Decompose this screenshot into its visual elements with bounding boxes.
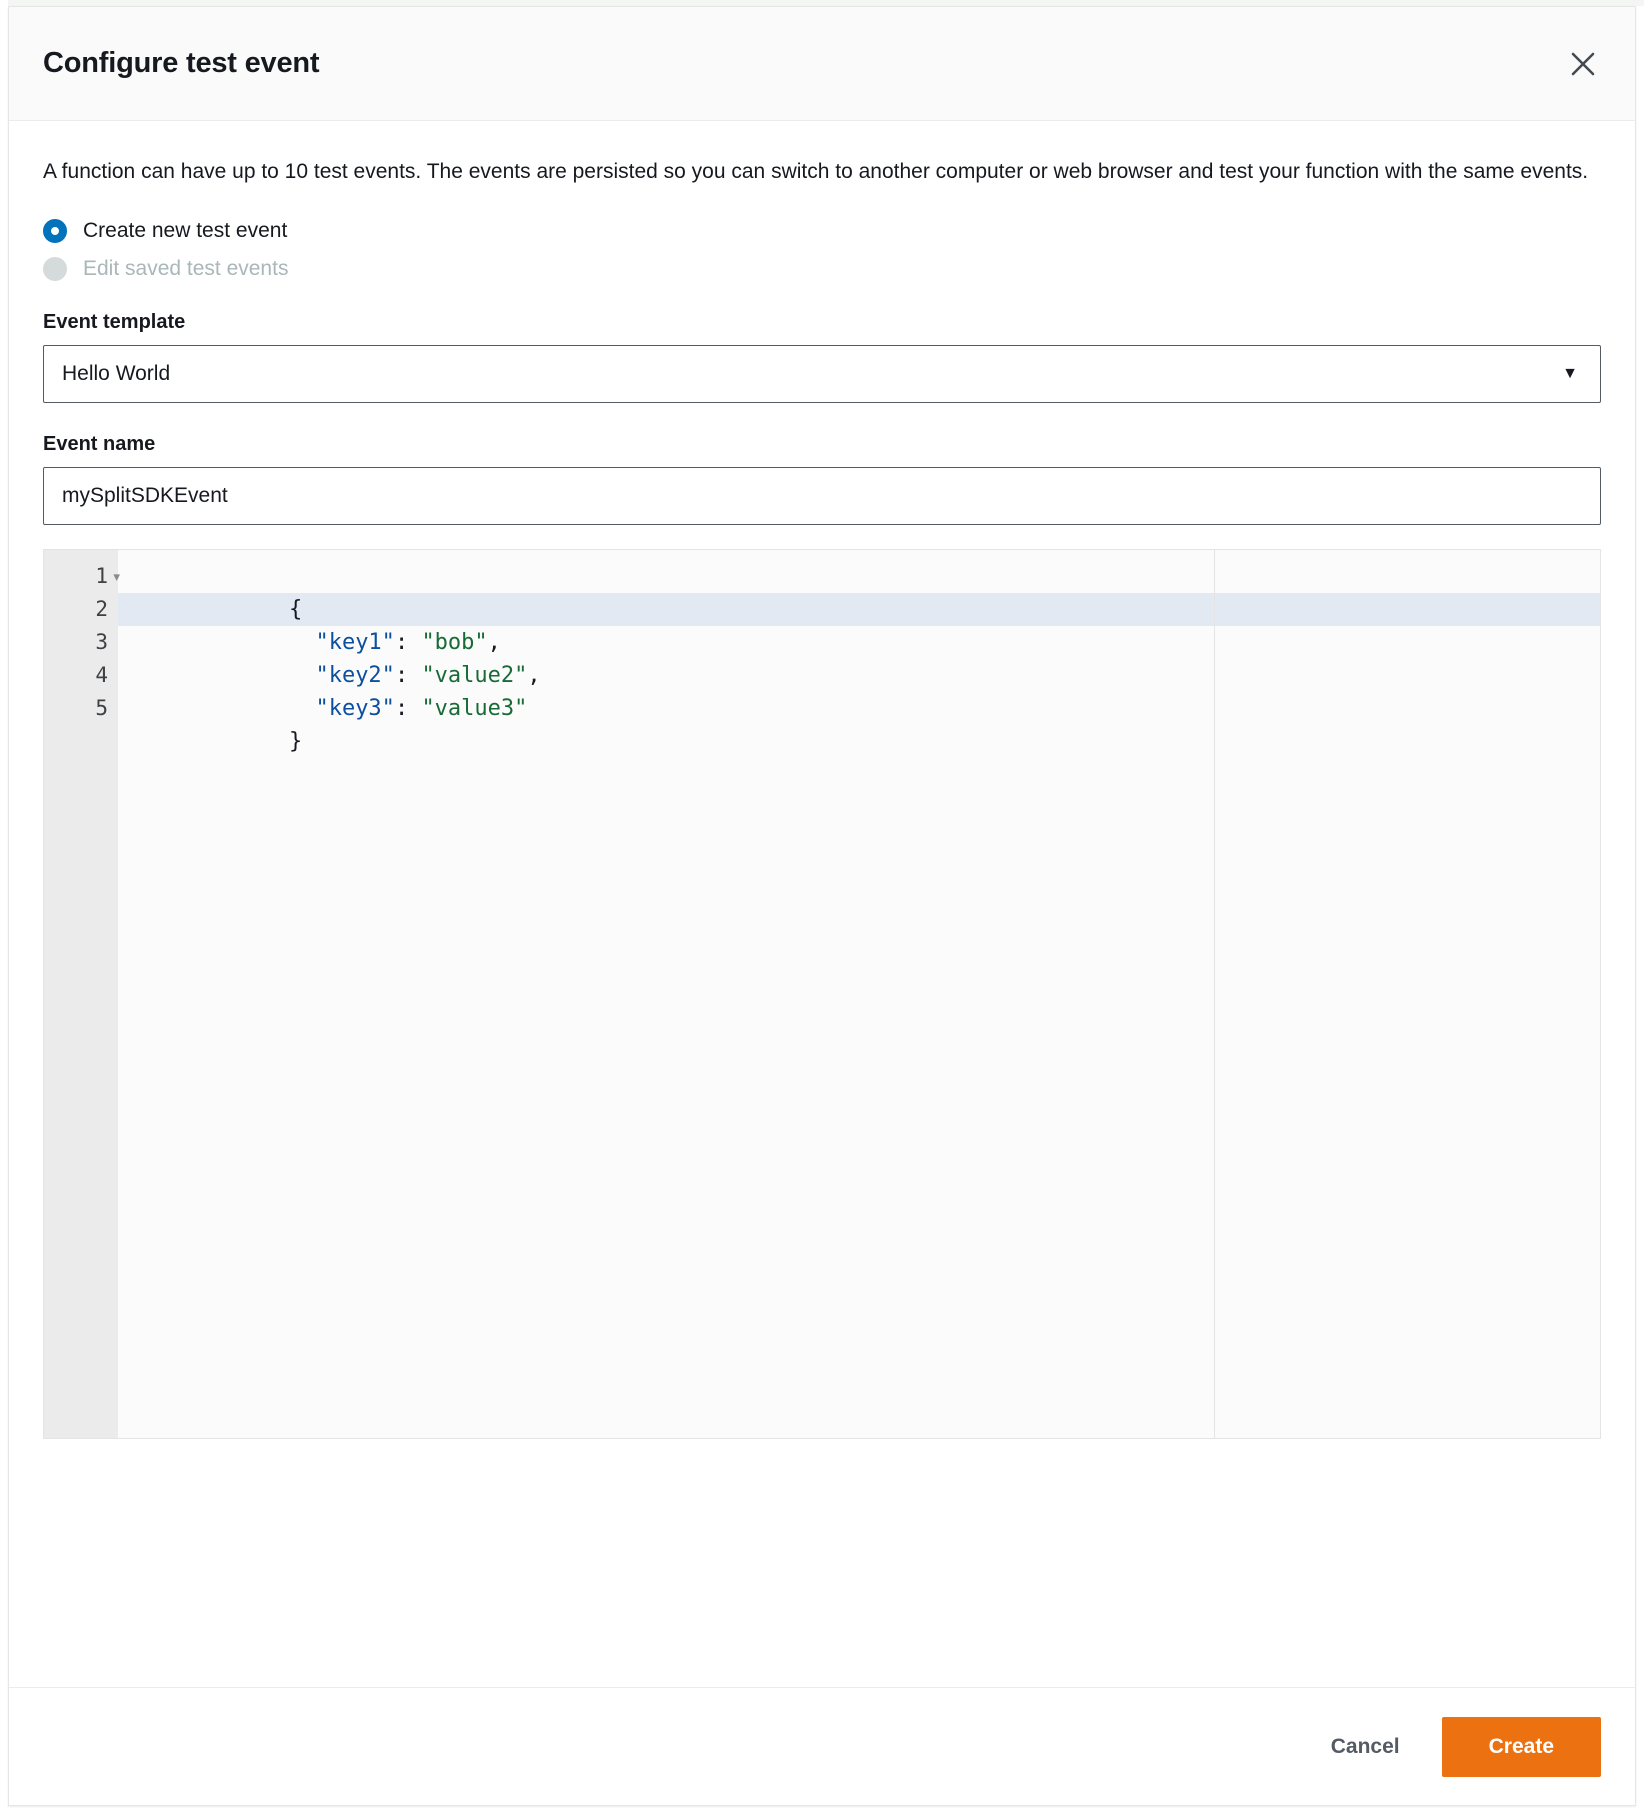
code-token: "value2"	[421, 663, 528, 689]
radio-create-new-test-event[interactable]	[43, 219, 1601, 243]
event-template-selected-value: Hello World	[62, 362, 171, 386]
dialog-footer	[9, 1687, 1635, 1805]
radio-create-new-test-event-label: Create new test event	[83, 219, 288, 243]
code-token: "key2"	[315, 663, 395, 689]
code-token: ,	[527, 663, 541, 689]
line-number: 2	[95, 597, 108, 622]
code-token	[289, 663, 316, 688]
chevron-down-icon: ▼	[1562, 365, 1578, 383]
event-template-label: Event template	[43, 311, 186, 334]
line-number: 3	[95, 630, 108, 655]
dialog-description: A function can have up to 10 test events. The events are persisted so you can switch to another computer or web browser and test your function with the same events.	[43, 160, 1589, 183]
code-token: :	[394, 696, 422, 722]
code-token: }	[288, 729, 303, 755]
event-name-label: Event name	[43, 433, 156, 456]
dialog-body	[9, 121, 1635, 1687]
code-token: {	[288, 597, 303, 623]
code-token: "key3"	[315, 696, 395, 722]
create-button[interactable]: Create	[1442, 1717, 1601, 1777]
line-number: 4	[95, 663, 108, 688]
code-token	[289, 696, 316, 721]
code-token	[289, 630, 316, 655]
code-token: ,	[487, 630, 501, 656]
code-token: "key1"	[315, 630, 395, 656]
radio-edit-saved-test-events[interactable]	[43, 257, 1601, 281]
page-title: Configure test event	[43, 47, 320, 79]
editor-line-numbers	[44, 550, 118, 1438]
radio-edit-saved-test-events-label: Edit saved test events	[83, 257, 289, 281]
code-line-1	[118, 560, 1600, 623]
fold-toggle-icon[interactable]: ▼	[113, 570, 120, 584]
radio-selected-icon[interactable]	[43, 219, 67, 243]
cancel-button[interactable]: Cancel	[1311, 1719, 1420, 1775]
event-json-editor[interactable]	[43, 549, 1601, 1439]
radio-unselected-icon[interactable]	[43, 257, 67, 281]
page-backdrop-left	[0, 0, 8, 1810]
code-token: "bob"	[421, 630, 488, 656]
line-number: 1 ▼	[44, 560, 118, 593]
event-template-select[interactable]	[43, 345, 1601, 403]
close-icon[interactable]	[1561, 42, 1605, 86]
dialog-header	[9, 7, 1635, 121]
code-token: "value3"	[421, 696, 528, 722]
code-token: :	[394, 663, 422, 689]
code-token: :	[394, 630, 422, 656]
editor-code-area[interactable]	[118, 550, 1600, 1438]
configure-test-event-dialog	[8, 6, 1636, 1806]
event-name-input[interactable]	[43, 467, 1601, 525]
editor-print-margin	[1214, 550, 1215, 1438]
line-number: 5	[95, 696, 108, 721]
code-line-2	[118, 593, 1600, 656]
